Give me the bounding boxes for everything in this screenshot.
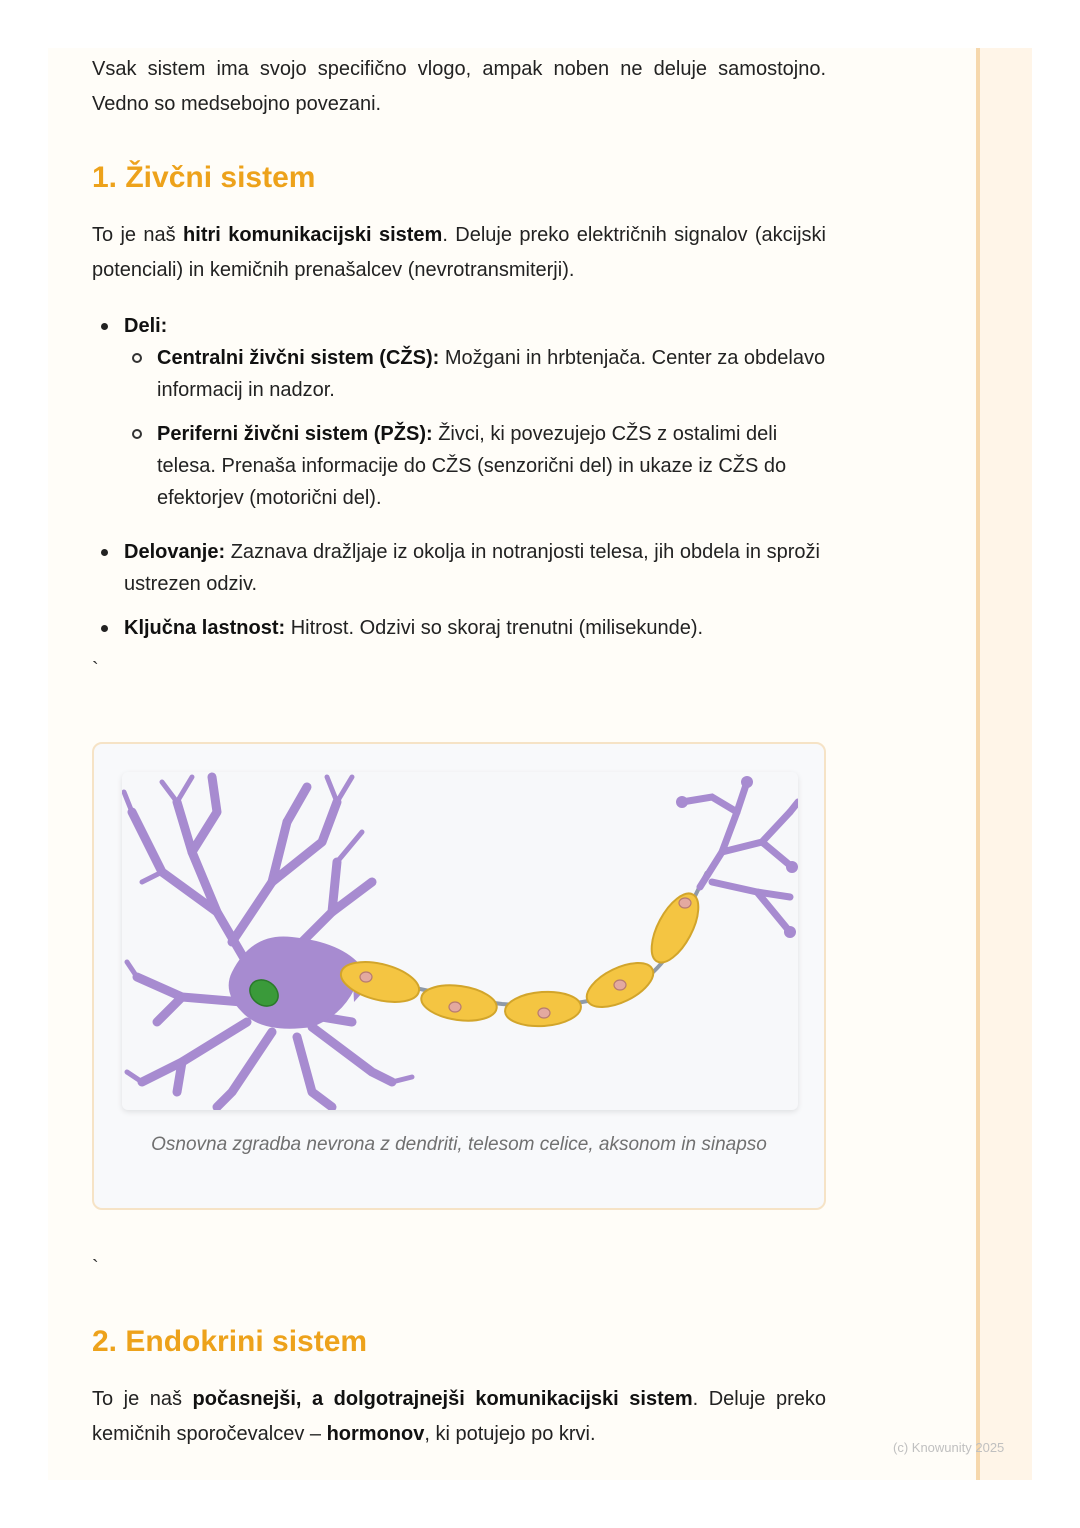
bullet-label: Deli:: [124, 315, 168, 337]
figure-caption: Osnovna zgradba nevrona z dendriti, telesom celice, aksonom in sinapso: [151, 1134, 767, 1155]
neuron-figure: [92, 742, 826, 1210]
section2-paragraph: [92, 1382, 826, 1452]
neuron-image: [122, 772, 798, 1110]
section1-heading: 1. Živčni sistem: [92, 161, 316, 194]
bullet-text: Hitrost. Odzivi so skoraj trenutni (milisekunde).: [285, 617, 704, 639]
intro-paragraph: Vsak sistem ima svojo specifično vlogo, ampak noben ne deluje samostojno. Vedno so medsebojno povezani.: [92, 58, 826, 115]
list-item-delovanje: [92, 536, 826, 600]
text-run: . Deluje preko električnih signalov (akcijski potenciali) in kemičnih prenašalcev (nevrotransmiterji).: [92, 224, 826, 281]
text-run: , ki potujejo po krvi.: [424, 1423, 596, 1445]
watermark: (c) Knowunity 2025: [893, 1440, 1005, 1455]
bold-text: hormonov: [326, 1423, 425, 1445]
text-run: To je naš: [92, 224, 184, 246]
list-item-deli: [92, 310, 826, 514]
bullet-label: Periferni živčni sistem (PŽS):: [157, 423, 433, 445]
bold-text: počasnejši, a dolgotrajnejši komunikacijski sistem: [192, 1388, 693, 1410]
bullet-text: Možgani in hrbtenjača. Center za obdelavo informacij in nadzor.: [157, 347, 826, 401]
neuron-illustration: [122, 772, 798, 1110]
bullet-label: Centralni živčni sistem (CŽS):: [157, 347, 440, 369]
list-item-kljucna: [92, 612, 826, 644]
text-run: To je naš: [92, 1388, 193, 1410]
bullet-text: Zaznava dražljaje iz okolja in notranjosti telesa, jih obdela in sproži ustrezen odziv.: [124, 541, 820, 595]
bullet-label: Delovanje:: [124, 541, 226, 563]
stray-backtick: `: [92, 1257, 99, 1279]
document-content: [92, 52, 826, 680]
bullet-text: Živci, ki povezujejo CŽS z ostalimi deli telesa. Prenaša informacije do CŽS (senzorični del) in ukaze iz CŽS do efektorjev (motorični del).: [157, 423, 787, 509]
text-run: . Deluje preko kemičnih sporočevalcev –: [92, 1388, 826, 1445]
side-margin-strip: [976, 48, 1032, 1480]
section1-paragraph: [92, 218, 826, 288]
stray-backtick: `: [92, 659, 99, 681]
list-item-pns: [124, 418, 826, 514]
section2: [92, 1322, 826, 1452]
bullet-label: Ključna lastnost:: [124, 617, 286, 639]
sub-list: [124, 342, 826, 514]
section2-heading: 2. Endokrini sistem: [92, 1325, 368, 1358]
bold-text: hitri komunikacijski sistem: [183, 224, 443, 246]
list-item-cns: [124, 342, 826, 406]
section1-bullet-list: [92, 310, 826, 644]
